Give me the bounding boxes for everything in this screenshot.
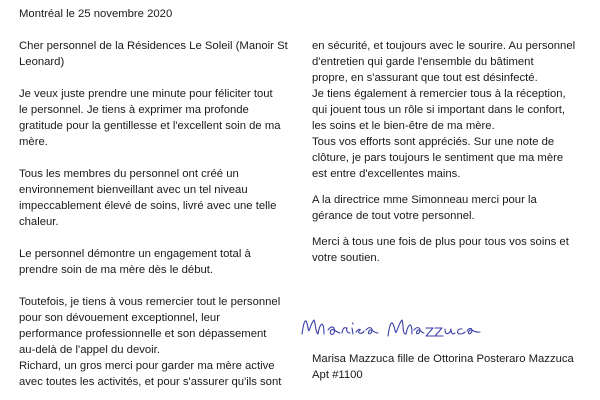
salutation-paragraph bbox=[19, 38, 297, 70]
text-line: Toutefois, je tiens à vous remercier tout le personnel bbox=[19, 296, 281, 308]
text-line: les soins et le bien-être de ma mère. bbox=[312, 120, 495, 132]
text-line: environnement bienveillant avec un tel niveau bbox=[19, 184, 248, 196]
text-line: Cher personnel de la Résidences Le Soleil (Manoir St bbox=[19, 40, 288, 52]
text-line: Tous les membres du personnel ont créé un bbox=[19, 168, 239, 180]
letter-right-column bbox=[312, 38, 594, 266]
director-paragraph bbox=[312, 192, 594, 224]
text-line: au-delà de l'appel du devoir. bbox=[19, 344, 160, 356]
thanks-paragraph bbox=[19, 294, 297, 390]
text-line: Merci à tous une fois de plus pour tous vos soins et bbox=[312, 236, 569, 248]
signature-icon bbox=[296, 306, 496, 348]
text-line: pour son dévouement exceptionnel, leur bbox=[19, 312, 220, 324]
text-line: qui jouent tous un rôle si important dans le confort, bbox=[312, 104, 566, 116]
text-line: gérance de tout votre personnel. bbox=[312, 210, 475, 222]
letter-date: Montréal le 25 novembre 2020 bbox=[19, 8, 173, 20]
text-line: mère. bbox=[19, 136, 48, 148]
text-line: Tous vos efforts sont appréciés. Sur une note de bbox=[312, 136, 555, 148]
text-line: prendre soin de ma mère dès le début. bbox=[19, 264, 214, 276]
text-line: A la directrice mme Simonneau merci pour la bbox=[312, 194, 537, 206]
text-line: Je tiens également à remercier tous à la réception, bbox=[312, 88, 566, 100]
text-line: le personnel. Je tiens à exprimer ma profonde bbox=[19, 104, 249, 116]
text-line: performance professionnelle et son dépassement bbox=[19, 328, 267, 340]
text-line: clôture, je pars toujours le sentiment que ma mère bbox=[312, 152, 564, 164]
text-line: gratitude pour la gentillesse et l'excellent soin de ma bbox=[19, 120, 281, 132]
engagement-paragraph bbox=[19, 246, 297, 278]
text-line: d'entretien qui garde l'ensemble du bâtiment bbox=[312, 56, 534, 68]
text-line: chaleur. bbox=[19, 216, 59, 228]
text-line: avec toutes les activités, et pour s'assurer qu'ils sont bbox=[19, 376, 282, 388]
text-line: votre soutien. bbox=[312, 252, 380, 264]
staff-thanks-paragraph bbox=[312, 38, 594, 182]
text-line: en sécurité, et toujours avec le sourire. Au personnel bbox=[312, 40, 576, 52]
text-line: Le personnel démontre un engagement total à bbox=[19, 248, 251, 260]
text-line: est entre d'excellentes mains. bbox=[312, 168, 461, 180]
environment-paragraph bbox=[19, 166, 297, 230]
text-line: Leonard) bbox=[19, 56, 65, 68]
gratitude-paragraph bbox=[19, 86, 297, 150]
handwritten-signature bbox=[296, 306, 496, 348]
signer-name: Marisa Mazzuca fille de Ottorina Posteraro Mazzuca bbox=[312, 353, 574, 365]
signature-block bbox=[312, 351, 574, 383]
text-line: Je veux juste prendre une minute pour féliciter tout bbox=[19, 88, 273, 100]
letter-left-column bbox=[19, 6, 297, 390]
closing-paragraph bbox=[312, 234, 594, 266]
text-line: propre, en s'assurant que tout est désinfecté. bbox=[312, 72, 538, 84]
text-line: Richard, un gros merci pour garder ma mère active bbox=[19, 360, 275, 372]
text-line: impeccablement élevé de soins, livré avec une telle bbox=[19, 200, 277, 212]
signer-apartment: Apt #1100 bbox=[312, 369, 363, 381]
